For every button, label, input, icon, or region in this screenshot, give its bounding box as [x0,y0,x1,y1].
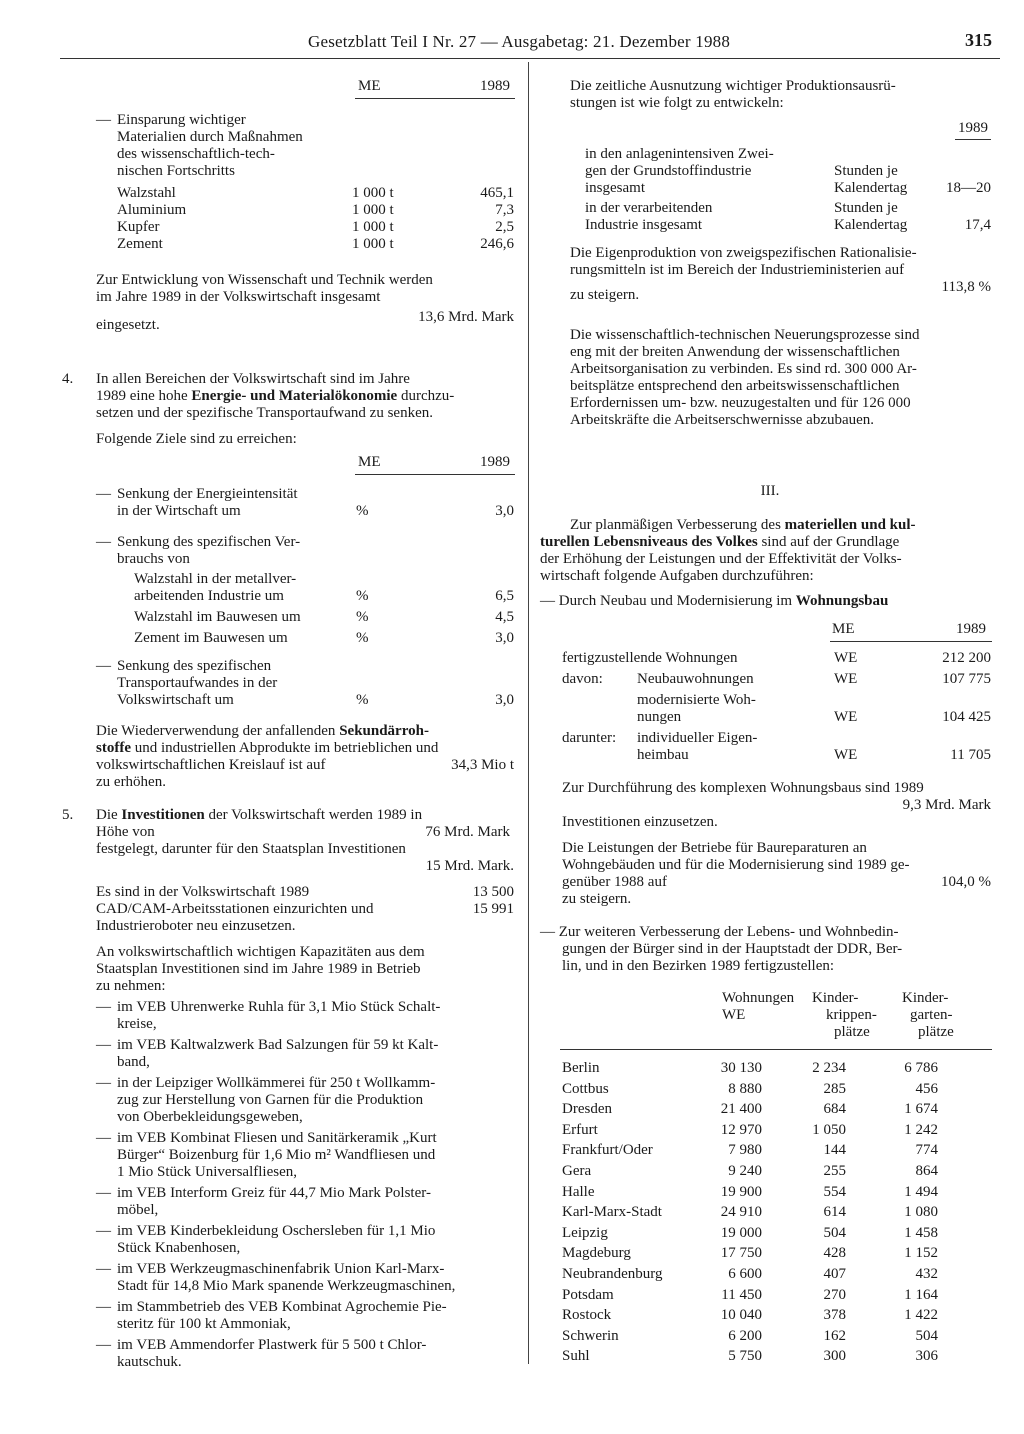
district-name: Karl-Marx-Stadt [562,1204,662,1221]
housing-label: individueller Eigen- [637,730,758,746]
value-wohnungen: 8 880 [728,1080,762,1097]
paragraph-line: zu steigern. [562,891,632,907]
util-label: Industrie insgesamt [585,217,703,233]
value-wohnungen: 6 200 [728,1327,762,1344]
list-item-line: im VEB Kaltwalzwerk Bad Salzungen für 59 kt Kalt- [117,1037,439,1053]
description-line: des wissenschaftlich-tech- [117,146,275,162]
paragraph-line: Zur Durchführung des komplexen Wohnungsbaus sind 1989 [562,780,924,796]
emphasis-text: turellen Lebensniveaus des Volkes [540,534,758,550]
header-title: Gesetzblatt Teil I Nr. 27 — Ausgabetag: 21. Dezember 1988 [308,32,731,51]
paragraph-line: rungsmitteln ist im Bereich der Industrieministerien auf [570,262,905,278]
paragraph-line [96,388,454,405]
paragraph-line: Die wissenschaftlich-technischen Neuerungsprozesse sind [570,327,920,343]
value-wohnungen: 12 970 [720,1121,762,1138]
value-wohnungen: 30 130 [720,1060,762,1076]
value-kindergartenplaetze: 504 [915,1327,938,1344]
paragraph-line: Erfordernissen um- bzw. neuzugestalten und für 126 000 [570,395,911,411]
value-kindergartenplaetze: 1 494 [904,1183,938,1200]
value-krippenplaetze: 614 [823,1204,846,1221]
emphasis-text: Wohnungsbau [795,593,889,609]
paragraph-line: wirtschaft folgende Aufgaben durchzuführen: [540,568,814,584]
paragraph-line: genüber 1988 auf [562,874,667,890]
paragraph-line: In allen Bereichen der Volkswirtschaft sind im Jahre [96,371,410,387]
value-wohnungen: 17 750 [720,1245,762,1262]
list-item-line: kreise, [117,1016,157,1032]
district-name: Magdeburg [562,1245,631,1262]
list-item-line: band, [117,1054,150,1070]
list-dash: — [96,1037,111,1053]
unit: Stunden je [834,163,898,179]
paragraph-line: Arbeitskräfte die Arbeitserschwernisse abzubauen. [570,412,875,428]
value: 76 Mrd. Mark [425,824,510,840]
value-wohnungen: 9 240 [728,1163,762,1179]
paragraph-line: stungen ist wie folgt zu entwickeln: [570,95,784,111]
housing-label: modernisierte Woh- [637,692,756,708]
list-dash: — [96,658,111,674]
list-dash: — [96,534,111,550]
text-run: der Volkswirtschaft werden 1989 in [208,807,423,823]
value: 34,3 Mio t [451,757,514,773]
list-dash: — [96,1299,111,1315]
section-heading: III. [760,483,780,499]
value-krippenplaetze: 407 [823,1266,846,1282]
table-header-rule [560,1049,992,1050]
value: 104 425 [942,709,991,725]
description-line: nischen Fortschritts [117,163,235,179]
value-kindergartenplaetze: 774 [915,1142,938,1159]
value-krippenplaetze: 285 [823,1080,846,1097]
unit: % [356,630,369,646]
district-name: Rostock [562,1307,612,1324]
list-item-line: im VEB Interform Greiz für 44,7 Mio Mark Polster- [117,1185,431,1201]
value-kindergartenplaetze: 1 242 [904,1121,938,1138]
district-name: Erfurt [562,1121,598,1138]
emphasis-text: stoffe [96,740,131,756]
paragraph-line: Zur Entwicklung von Wissenschaft und Technik werden [96,272,433,288]
goal-label: Transportaufwandes in der [117,675,278,691]
paragraph-line [96,723,429,740]
emphasis-text: Energie- und Materialökonomie [191,388,398,404]
value-wohnungen: 10 040 [720,1307,762,1324]
value: 6,5 [495,588,514,604]
column-header: krippen- [826,1007,877,1023]
paragraph-line [540,534,899,551]
list-item-line: Bürger“ Boizenburg für 1,6 Mio m² Wandfliesen und [117,1147,436,1163]
paragraph-line: Folgende Ziele sind zu erreichen: [96,431,297,447]
page-header [60,30,1000,59]
emphasis-text: materiellen und kul- [784,517,916,533]
text-run: Die [96,807,118,823]
list-dash: — [96,1130,111,1146]
paragraph-line [96,807,422,824]
paragraph-line: festgelegt, darunter für den Staatsplan Investitionen [96,841,406,857]
column-divider [528,62,529,1364]
value-kindergartenplaetze: 1 164 [904,1286,938,1303]
value: 15 Mrd. Mark. [425,858,514,874]
goal-label: Senkung des spezifischen Ver- [117,534,301,550]
unit: WE [834,650,858,666]
list-item-line: kautschuk. [117,1354,182,1370]
unit: % [356,503,369,519]
list-dash: — [96,1337,111,1353]
text-run: — Durch Neubau und Modernisierung im [540,593,793,609]
value-wohnungen: 24 910 [720,1204,762,1221]
paragraph-line: zu nehmen: [96,978,166,994]
header-rule [355,98,515,99]
goal-sublabel: Walzstahl in der metallver- [134,571,297,587]
column-header: plätze [918,1024,954,1040]
paragraph-line: beitsplätze entsprechend den arbeitswissenschaftlichen [570,378,900,394]
list-item-line: im VEB Uhrenwerke Ruhla für 3,1 Mio Stück Schalt- [117,999,441,1015]
value: 113,8 % [941,279,991,295]
value-wohnungen: 5 750 [728,1348,762,1365]
value-wohnungen: 11 450 [721,1286,762,1303]
value: 212 200 [942,650,991,666]
value-krippenplaetze: 144 [823,1142,846,1159]
value: 3,0 [495,503,514,519]
unit: Kalendertag [834,180,908,196]
paragraph-line: CAD/CAM-Arbeitsstationen einzurichten und [96,901,374,917]
housing-label: heimbau [637,747,689,763]
column-header: plätze [834,1024,870,1040]
value-krippenplaetze: 300 [823,1348,846,1365]
value: 3,0 [495,630,514,646]
unit: % [356,609,369,625]
goal-label: Volkswirtschaft um [117,692,234,708]
description-line: Materialien durch Maßnahmen [117,129,303,145]
value-krippenplaetze: 2 234 [812,1060,846,1076]
text-run: sind auf der Grundlage [761,534,900,550]
district-name: Leipzig [562,1224,608,1241]
value-kindergartenplaetze: 1 080 [904,1204,938,1221]
value: 15 991 [472,901,514,917]
value-krippenplaetze: 428 [823,1245,846,1262]
value: 11 705 [950,747,991,763]
text-run: 1989 eine hohe [96,388,188,404]
list-item-line: steritz für 100 kt Ammoniak, [117,1316,291,1332]
unit: 1 000 t [352,185,394,201]
value-wohnungen: 6 600 [728,1266,762,1282]
value-krippenplaetze: 554 [823,1183,846,1200]
text-run: Die Wiederverwendung der anfallenden [96,723,336,739]
value: 465,1 [480,185,514,201]
column-header: Kinder- [902,990,949,1006]
unit: Stunden je [834,200,898,216]
paragraph-line: volkswirtschaftlichen Kreislauf ist auf [96,757,326,773]
value-kindergartenplaetze: 6 786 [904,1060,938,1076]
material-label: Zement [117,236,163,252]
paragraph-line [540,593,888,610]
district-name: Gera [562,1163,592,1179]
header-rule [355,474,515,475]
science-amount: 13,6 Mrd. Mark [418,309,514,325]
list-dash: — [96,1223,111,1239]
value-kindergartenplaetze: 1 152 [904,1245,938,1262]
list-item-line: zug zur Herstellung von Garnen für die Produktion [117,1092,424,1108]
paragraph-line: An volkswirtschaftlich wichtigen Kapazitäten aus dem [96,944,425,960]
value-krippenplaetze: 255 [823,1163,846,1179]
value-kindergartenplaetze: 1 674 [904,1101,938,1118]
paragraph-line: Die Eigenproduktion von zweigspezifischen Rationalisie- [570,245,917,261]
material-label: Aluminium [117,202,187,218]
list-item-line: im VEB Kinderbekleidung Oschersleben für 1,1 Mio [117,1223,436,1239]
list-dash: — [96,486,111,502]
section-number: 4. [62,371,74,387]
col-header-year: 1989 [956,621,986,637]
paragraph-line: setzen und der spezifische Transportaufwand zu senken. [96,405,433,421]
paragraph-line: Industrieroboter neu einzusetzen. [96,918,296,934]
district-name: Cottbus [562,1080,609,1097]
paragraph-line: Investitionen einzusetzen. [562,814,718,830]
value-krippenplaetze: 270 [823,1286,846,1303]
housing-label: nungen [637,709,682,725]
district-name: Dresden [562,1101,612,1118]
unit: 1 000 t [352,202,394,218]
value: 13 500 [472,884,514,900]
value: 7,3 [495,202,514,218]
paragraph-line: Höhe von [96,824,155,840]
district-name: Berlin [562,1060,600,1076]
value: 4,5 [495,609,514,625]
paragraph-line: Die Leistungen der Betriebe für Baureparaturen an [562,840,867,856]
col-header-year: 1989 [480,78,510,94]
col-header-me: ME [358,78,381,94]
district-name: Suhl [562,1348,590,1365]
text-run: durchzu- [400,388,455,404]
list-item-line: Stadt für 14,8 Mio Mark spanende Werkzeugmaschinen, [117,1278,456,1294]
section-number: 5. [62,807,74,823]
list-item-line: im VEB Ammendorfer Plastwerk für 5 500 t Chlor- [117,1337,427,1353]
description-line: Einsparung wichtiger [117,112,246,128]
list-item-line: im VEB Werkzeugmaschinenfabrik Union Karl-Marx- [117,1261,445,1277]
col-header-me: ME [832,621,855,637]
row-prefix: darunter: [562,730,617,746]
value-kindergartenplaetze: 1 458 [904,1224,938,1241]
column-header: Kinder- [812,990,859,1006]
paragraph-line: im Jahre 1989 in der Volkswirtschaft insgesamt [96,289,381,305]
paragraph-line: Es sind in der Volkswirtschaft 1989 [96,884,310,900]
goal-sublabel: Walzstahl im Bauwesen um [134,609,301,625]
paragraph-line [96,740,438,757]
value: 107 775 [942,671,991,687]
util-label: in den anlagenintensiven Zwei- [585,146,774,162]
paragraph-line: zu steigern. [570,287,640,303]
goal-label: Senkung der Energieintensität [117,486,298,502]
goal-sublabel: Zement im Bauwesen um [134,630,288,646]
value: 246,6 [480,236,514,252]
value-wohnungen: 7 980 [728,1142,762,1159]
paragraph-line: — Zur weiteren Verbesserung der Lebens- und Wohnbedin- [540,924,899,940]
goal-label: brauchs von [117,551,190,567]
emphasis-text: Sekundärroh- [339,723,429,739]
paragraph-line: lin, und in den Bezirken 1989 fertigzustellen: [562,958,835,974]
column-header: garten- [910,1007,953,1023]
col-header-year: 1989 [480,454,510,470]
emphasis-text: Investitionen [121,807,205,823]
list-item-line: von Oberbekleidungsgeweben, [117,1109,303,1125]
goal-label: Senkung des spezifischen [117,658,272,674]
column-header: Wohnungen [722,990,795,1006]
unit: WE [834,671,858,687]
paragraph-line: zu erhöhen. [96,774,166,790]
paragraph-line: gungen der Bürger sind in der Hauptstadt der DDR, Ber- [562,941,903,957]
value: 2,5 [495,219,514,235]
value-wohnungen: 19 000 [720,1224,762,1241]
value: 3,0 [495,692,514,708]
value-kindergartenplaetze: 1 422 [904,1307,938,1324]
paragraph-line: der Erhöhung der Leistungen und der Effektivität der Volks- [540,551,902,567]
col-header-me: ME [358,454,381,470]
goal-label: in der Wirtschaft um [117,503,241,519]
unit: % [356,588,369,604]
list-item-line: in der Leipziger Wollkämmerei für 250 t Wollkamm- [117,1075,436,1091]
district-name: Schwerin [562,1327,619,1344]
unit: WE [834,747,858,763]
text-run: und industriellen Abprodukte im betrieblichen und [134,740,439,756]
value: 17,4 [964,217,991,233]
value-kindergartenplaetze: 306 [915,1348,938,1365]
list-item-line: 1 Mio Stück Universalfliesen, [117,1164,297,1180]
value-wohnungen: 19 900 [720,1183,762,1200]
value-kindergartenplaetze: 456 [915,1080,938,1097]
paragraph-line: eng mit der breiten Anwendung der wissenschaftlichen [570,344,900,360]
unit: 1 000 t [352,236,394,252]
value: 9,3 Mrd. Mark [902,797,991,813]
value-kindergartenplaetze: 864 [915,1163,938,1179]
list-dash: — [96,1185,111,1201]
unit: WE [834,709,858,725]
list-dash: — [96,999,111,1015]
value-krippenplaetze: 684 [823,1101,846,1118]
list-dash: — [96,1075,111,1091]
util-label: gen der Grundstoffindustrie [585,163,752,179]
text-run: Zur planmäßigen Verbesserung des [570,517,781,533]
paragraph-line: Staatsplan Investitionen sind im Jahre 1989 in Betrieb [96,961,421,977]
value-wohnungen: 21 400 [720,1101,762,1118]
list-dash: — [96,1261,111,1277]
paragraph-line: Die zeitliche Ausnutzung wichtiger Produktionsausrü- [570,78,896,94]
goal-sublabel: arbeitenden Industrie um [134,588,284,604]
value-krippenplaetze: 504 [823,1224,846,1241]
housing-label: fertigzustellende Wohnungen [562,650,738,666]
material-label: Walzstahl [117,185,176,201]
housing-label: Neubauwohnungen [637,671,754,687]
value: 18—20 [946,180,991,196]
material-label: Kupfer [117,219,160,235]
list-item-line: möbel, [117,1202,159,1218]
value-krippenplaetze: 162 [823,1327,846,1344]
unit: % [356,692,369,708]
unit: Kalendertag [834,217,908,233]
paragraph-line: Arbeitsorganisation zu verbinden. Es sind rd. 300 000 Ar- [570,361,917,377]
district-name: Frankfurt/Oder [562,1142,653,1159]
row-prefix: davon: [562,671,603,687]
list-item-line: Stück Knabenhosen, [117,1240,241,1256]
util-label: insgesamt [585,180,645,196]
district-name: Potsdam [562,1286,614,1303]
district-name: Halle [562,1183,595,1200]
list-dash: — [96,112,111,128]
util-label: in der verarbeitenden [585,200,713,216]
paragraph-line [570,517,916,534]
value-krippenplaetze: 1 050 [812,1121,846,1138]
list-item-line: im Stammbetrieb des VEB Kombinat Agrochemie Pie- [117,1299,447,1315]
page-number: 315 [965,30,992,50]
value: 104,0 % [941,874,991,890]
header-rule [955,139,991,140]
header-rule [830,641,992,642]
paragraph-line: Wohngebäuden und für die Modernisierung sind 1989 ge- [562,857,910,873]
paragraph-line: eingesetzt. [96,317,160,333]
list-item-line: im VEB Kombinat Fliesen und Sanitärkeramik „Kurt [117,1130,437,1146]
unit: 1 000 t [352,219,394,235]
value-kindergartenplaetze: 432 [915,1266,938,1282]
district-name: Neubrandenburg [562,1266,663,1282]
column-header: WE [722,1007,746,1023]
value-krippenplaetze: 378 [823,1307,846,1324]
col-header-year: 1989 [958,120,988,136]
